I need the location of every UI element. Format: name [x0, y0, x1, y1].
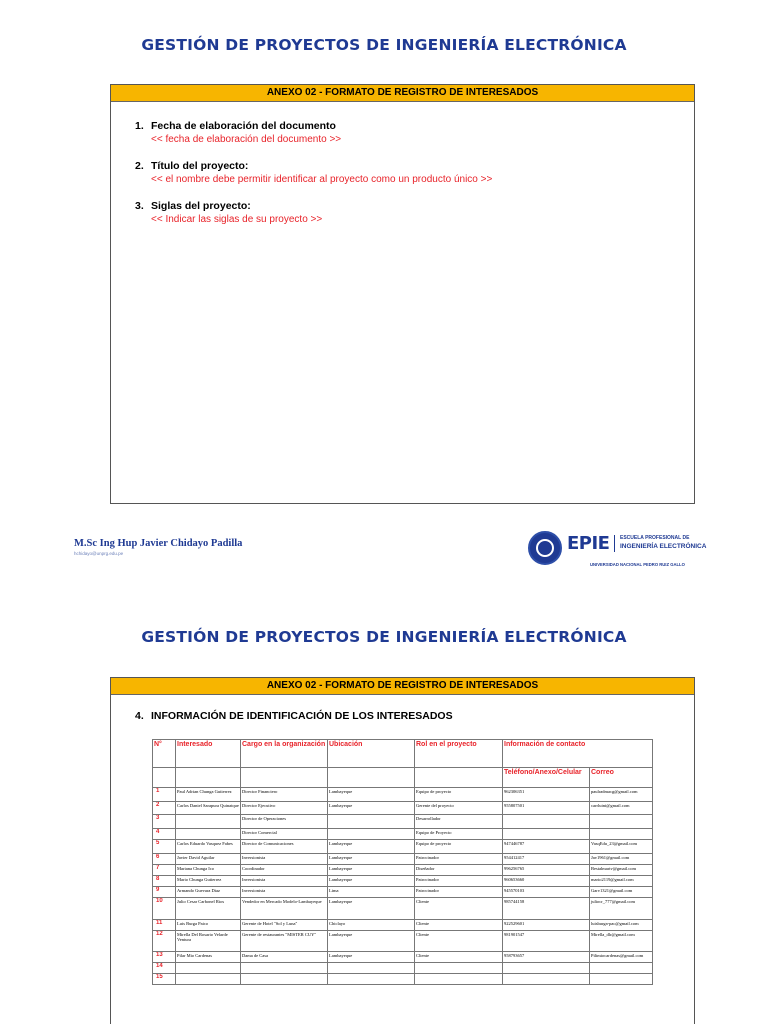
- cell-cargo: Gerente de restaurantes "MISTER CUY": [241, 931, 328, 952]
- col-number: N°: [153, 740, 176, 768]
- section-1: [135, 120, 694, 146]
- cell-rol: Equipo de proyecto: [415, 788, 503, 802]
- cell-rol: Patrocinador: [415, 876, 503, 887]
- row-number: 15: [153, 974, 176, 985]
- cell-ubicacion: Lambayeque: [328, 865, 415, 876]
- cell-cargo: Director Comercial: [241, 829, 328, 840]
- cell-cargo: Dama de Casa: [241, 952, 328, 963]
- cell-telefono: 981901547: [503, 931, 590, 952]
- cell-ubicacion: [328, 829, 415, 840]
- cell-ubicacion: Lambayeque: [328, 952, 415, 963]
- cell-cargo: Director Financiero: [241, 788, 328, 802]
- cell-ubicacion: [328, 815, 415, 829]
- cell-telefono: [503, 829, 590, 840]
- table-row: [153, 887, 653, 898]
- annex-frame-page2: [110, 677, 695, 1024]
- row-number: 3: [153, 815, 176, 829]
- cell-correo: [590, 974, 653, 985]
- university-name: UNIVERSIDAD NACIONAL PEDRO RUIZ GALLO: [590, 562, 685, 567]
- cell-interesado: Luis Burga Paico: [176, 920, 241, 931]
- cell-rol: Cliente: [415, 952, 503, 963]
- table-body: [153, 788, 653, 985]
- row-number: 11: [153, 920, 176, 931]
- row-number: 1: [153, 788, 176, 802]
- cell-rol: Diseñador: [415, 865, 503, 876]
- cell-telefono: 996256765: [503, 865, 590, 876]
- section-title: Fecha de elaboración del documento: [151, 120, 336, 132]
- row-number: 4: [153, 829, 176, 840]
- table-row: [153, 931, 653, 952]
- sections-list: [111, 102, 694, 226]
- section-2: [135, 160, 694, 186]
- cell-telefono: 945570103: [503, 887, 590, 898]
- cell-correo: [590, 963, 653, 974]
- table-row: [153, 865, 653, 876]
- row-number: 12: [153, 931, 176, 952]
- table-row: [153, 815, 653, 829]
- annex-title: ANEXO 02 - FORMATO DE REGISTRO DE INTERESADOS: [111, 678, 694, 695]
- cell-interesado: Armando Guevara Diaz: [176, 887, 241, 898]
- cell-ubicacion: Chiclayo: [328, 920, 415, 931]
- annex-title: ANEXO 02 - FORMATO DE REGISTRO DE INTERESADOS: [111, 85, 694, 102]
- cell-cargo: Vendedor en Mercado Modelo-Lambayeque: [241, 898, 328, 920]
- cell-correo: juliocr_777@gmail.com: [590, 898, 653, 920]
- cell-correo: Pilimiocardenas@gmail.com: [590, 952, 653, 963]
- cell-telefono: 922529601: [503, 920, 590, 931]
- section-title: INFORMACIÓN DE IDENTIFICACIÓN DE LOS INTERESADOS: [151, 710, 453, 722]
- cell-cargo: Director Ejecutivo: [241, 802, 328, 815]
- cell-interesado: [176, 963, 241, 974]
- cell-ubicacion: Lima: [328, 887, 415, 898]
- cell-rol: [415, 974, 503, 985]
- cell-cargo: Inversionista: [241, 854, 328, 865]
- cell-interesado: Paul Adrian Chunga Gutierrez: [176, 788, 241, 802]
- page2-header: GESTIÓN DE PROYECTOS DE INGENIERÍA ELECTRÓNICA: [141, 628, 627, 646]
- cell-telefono: [503, 963, 590, 974]
- cell-cargo: Director de Comunicaciones: [241, 840, 328, 854]
- author-block: [74, 538, 242, 556]
- cell-rol: Equipo de proyecto: [415, 840, 503, 854]
- school-name: [614, 535, 706, 552]
- cell-rol: Cliente: [415, 920, 503, 931]
- cell-interesado: Carlos Eduardo Vasquez Fabes: [176, 840, 241, 854]
- cell-telefono: 960653660: [503, 876, 590, 887]
- col-correo: Correo: [590, 768, 653, 788]
- col-ubicacion: Ubicación: [328, 740, 415, 768]
- university-seal-icon: [528, 531, 562, 565]
- section-3: [135, 200, 694, 226]
- cell-ubicacion: Lambayeque: [328, 898, 415, 920]
- section-placeholder: << fecha de elaboración del documento >>: [151, 134, 342, 145]
- table-subheader-row: [153, 768, 653, 788]
- cell-correo: Garv1321@gmail.com: [590, 887, 653, 898]
- row-number: 8: [153, 876, 176, 887]
- cell-rol: [415, 963, 503, 974]
- cell-telefono: 962306351: [503, 788, 590, 802]
- cell-ubicacion: Lambayeque: [328, 788, 415, 802]
- row-number: 10: [153, 898, 176, 920]
- cell-correo: [590, 815, 653, 829]
- school-logo-block: [528, 531, 708, 571]
- cell-telefono: 955807501: [503, 802, 590, 815]
- cell-correo: mario2119@gmail.com: [590, 876, 653, 887]
- cell-telefono: 954412417: [503, 854, 590, 865]
- table-row: [153, 920, 653, 931]
- row-number: 2: [153, 802, 176, 815]
- cell-correo: Mirella_dlr@gmail.com: [590, 931, 653, 952]
- annex-frame-page1: [110, 84, 695, 504]
- table-row: [153, 854, 653, 865]
- table-row: [153, 974, 653, 985]
- section-4-title: [135, 710, 694, 722]
- section-number: 2.: [135, 160, 144, 172]
- school-line1: ESCUELA PROFESIONAL DE: [620, 535, 690, 541]
- section-title: Título del proyecto:: [151, 160, 249, 172]
- stakeholders-table: [152, 739, 653, 985]
- cell-rol: Cliente: [415, 898, 503, 920]
- cell-telefono: 947446787: [503, 840, 590, 854]
- cell-telefono: [503, 974, 590, 985]
- row-number: 7: [153, 865, 176, 876]
- cell-rol: Patrocinador: [415, 887, 503, 898]
- table-row: [153, 829, 653, 840]
- row-number: 14: [153, 963, 176, 974]
- cell-interesado: Mariana Chunga Ico: [176, 865, 241, 876]
- cell-interesado: Carlos Daniel Sarapura Quinatque: [176, 802, 241, 815]
- table-row: [153, 963, 653, 974]
- author-email: hchidayo@unprg.edu.pe: [74, 551, 124, 556]
- table-row: [153, 788, 653, 802]
- row-number: 5: [153, 840, 176, 854]
- cell-rol: Desarrollador: [415, 815, 503, 829]
- page1-header: GESTIÓN DE PROYECTOS DE INGENIERÍA ELECTRÓNICA: [141, 36, 627, 54]
- section-placeholder: << Indicar las siglas de su proyecto >>: [151, 214, 323, 225]
- col-rol: Rol en el proyecto: [415, 740, 503, 768]
- table-row: [153, 952, 653, 963]
- cell-correo: Jav1961@gmail.com: [590, 854, 653, 865]
- cell-ubicacion: Lambayeque: [328, 802, 415, 815]
- cell-ubicacion: [328, 974, 415, 985]
- table-row: [153, 898, 653, 920]
- section-title: Siglas del proyecto:: [151, 200, 251, 212]
- cell-correo: VasqEdu_23@gmail.com: [590, 840, 653, 854]
- cell-cargo: [241, 963, 328, 974]
- cell-interesado: Julio Cesar Carbonel Rios: [176, 898, 241, 920]
- epie-logo: EPIE: [567, 533, 610, 554]
- section-number: 1.: [135, 120, 144, 132]
- cell-cargo: Inversionista: [241, 876, 328, 887]
- cell-interesado: [176, 815, 241, 829]
- table-row: [153, 802, 653, 815]
- cell-correo: carrluini@gmail.com: [590, 802, 653, 815]
- cell-interesado: [176, 829, 241, 840]
- cell-telefono: 958793657: [503, 952, 590, 963]
- cell-telefono: [503, 815, 590, 829]
- author-name: M.Sc Ing Hup Javier Chidayo Padilla: [74, 538, 243, 549]
- cell-telefono: 985744158: [503, 898, 590, 920]
- table-header-row: [153, 740, 653, 768]
- cell-cargo: Inversionista: [241, 887, 328, 898]
- cell-cargo: Coordinador: [241, 865, 328, 876]
- cell-ubicacion: Lambayeque: [328, 840, 415, 854]
- cell-ubicacion: Lambayeque: [328, 854, 415, 865]
- col-telefono: Teléfono/Anexo/Celular: [503, 768, 590, 788]
- cell-ubicacion: Lambayeque: [328, 931, 415, 952]
- cell-interesado: Mario Chunga Gutierrez: [176, 876, 241, 887]
- col-contacto: Información de contacto: [503, 740, 653, 768]
- cell-cargo: [241, 974, 328, 985]
- cell-interesado: Javier David Aguilar: [176, 854, 241, 865]
- row-number: 13: [153, 952, 176, 963]
- cell-correo: [590, 829, 653, 840]
- cell-ubicacion: [328, 963, 415, 974]
- cell-interesado: [176, 974, 241, 985]
- section-number: 4.: [135, 710, 144, 722]
- cell-interesado: Pilar Mio Cardenas: [176, 952, 241, 963]
- cell-rol: Gerente del proyecto: [415, 802, 503, 815]
- section-placeholder: << el nombre debe permitir identificar al proyecto como un producto único >>: [151, 174, 493, 185]
- table-row: [153, 876, 653, 887]
- cell-rol: Patrocinador: [415, 854, 503, 865]
- cell-cargo: Gerente de Hotel "Sol y Luna": [241, 920, 328, 931]
- cell-interesado: Mirella Del Rosario Velarde Ventura: [176, 931, 241, 952]
- col-interesado: Interesado: [176, 740, 241, 768]
- cell-cargo: Director de Operaciones: [241, 815, 328, 829]
- cell-correo: luisburga-pac@gmail.com: [590, 920, 653, 931]
- cell-correo: Bestalmariv@gmail.com: [590, 865, 653, 876]
- row-number: 6: [153, 854, 176, 865]
- table-row: [153, 840, 653, 854]
- cell-correo: paulradmacg@gmail.com: [590, 788, 653, 802]
- cell-rol: Cliente: [415, 931, 503, 952]
- section-number: 3.: [135, 200, 144, 212]
- school-line2: INGENIERÍA ELECTRÓNICA: [620, 543, 707, 550]
- col-cargo: Cargo en la organización: [241, 740, 328, 768]
- cell-rol: Equipo de Proyecto: [415, 829, 503, 840]
- cell-ubicacion: Lambayeque: [328, 876, 415, 887]
- row-number: 9: [153, 887, 176, 898]
